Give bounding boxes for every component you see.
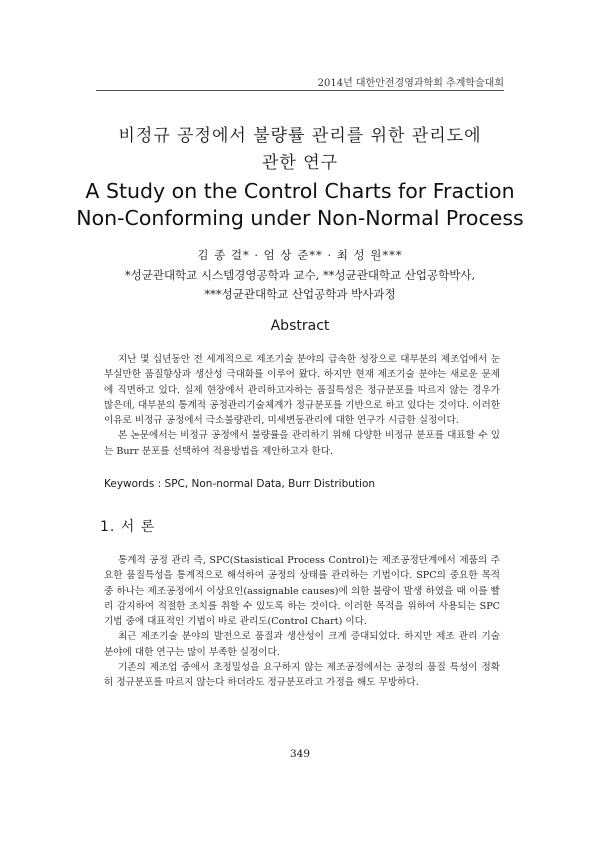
section-paragraph: 통계적 공정 관리 즉, SPC(Stasistical Process Control)는 제조공정단계에서 제품의 주요한 품질특성을 통계적으로 해석하여 공정의 상태를 관리하는 기법이다. SPC의 중요한 목적중 하나는 제조공정에서 이상요인(assignable causes)에 의한 불량이 발생 하였을 때 이를 빨리 감지하여 적절한 조치를 취할 수 있도록 하는 것이다. 이러한 목적을 위하여 사용되는 SPC 기법 중에 대표적인 기법이 바로 관리도(Control Chart) 이다. xyxy=(104,555,500,628)
section-paragraph: 기존의 제조업 중에서 초정밀성을 요구하지 않는 제조공정에서는 공정의 품질 특성이 정확히 정규분포를 따르지 않는다 하더라도 정규분포라고 가정을 해도 무방하다. xyxy=(104,662,500,689)
affiliation-line2: ***성균관대학교 산업공학과 박사과정 xyxy=(204,287,396,301)
title-english-line2: Non-Conforming under Non-Normal Process xyxy=(76,206,524,230)
affiliation-line1: *성균관대학교 시스템경영공학과 교수, **성균관대학교 산업공학박사, xyxy=(124,268,476,282)
abstract-paragraph: 본 논문에서는 비정규 공정에서 불량률을 관리하기 위해 다양한 비정규 분포를 대표할 수 있는 Burr 분포를 선택하여 적용방법을 제안하고자 한다. xyxy=(104,430,500,457)
section-paragraph: 최근 제조기술 분야의 발전으로 품질과 생산성이 크게 증대되었다. 하지만 제조 관리 기술 분야에 대한 연구는 많이 부족한 실정이다. xyxy=(104,631,500,658)
title-korean-line1: 비정규 공정에서 불량률 관리를 위한 관리도에 xyxy=(118,126,482,146)
author-names: 김 종 걸* · 엄 상 준** · 최 성 원*** xyxy=(197,248,403,262)
section-body xyxy=(104,553,500,691)
abstract-heading: Abstract xyxy=(270,318,330,334)
page-number: 349 xyxy=(289,748,311,760)
title-korean-line2: 관한 연구 xyxy=(261,153,339,173)
abstract-paragraph: 지난 몇 십년동안 전 세계적으로 제조기술 분야의 급속한 성장으로 대부분의 제조업에서 눈부실만한 품질향상과 생산성 극대화를 이루어 왔다. 하지만 현재 제조기술 분야는 새로운 문제에 직면하고 있다. 실제 현장에서 관리하고자하는 품질특성은 정규분포를 따르지 않는 경우가 많은데, 대부분의 통계적 공정관리기술체계가 정규분포를 기반으로 하고 있다는 것이다. 이러한 이유로 비정규 공정에서 극소불량관리, 미세변동관리에 대한 연구가 시급한 실정이다. xyxy=(104,354,500,427)
abstract-body xyxy=(104,352,500,459)
running-header: 2014년 대한안전경영과학회 추계학술대회 xyxy=(317,78,504,89)
header-rule xyxy=(96,90,504,91)
keywords: Keywords : SPC, Non-normal Data, Burr Distribution xyxy=(104,478,376,490)
title-english-line1: A Study on the Control Charts for Fraction xyxy=(85,179,515,203)
section-heading: 1. 서 론 xyxy=(100,519,156,535)
